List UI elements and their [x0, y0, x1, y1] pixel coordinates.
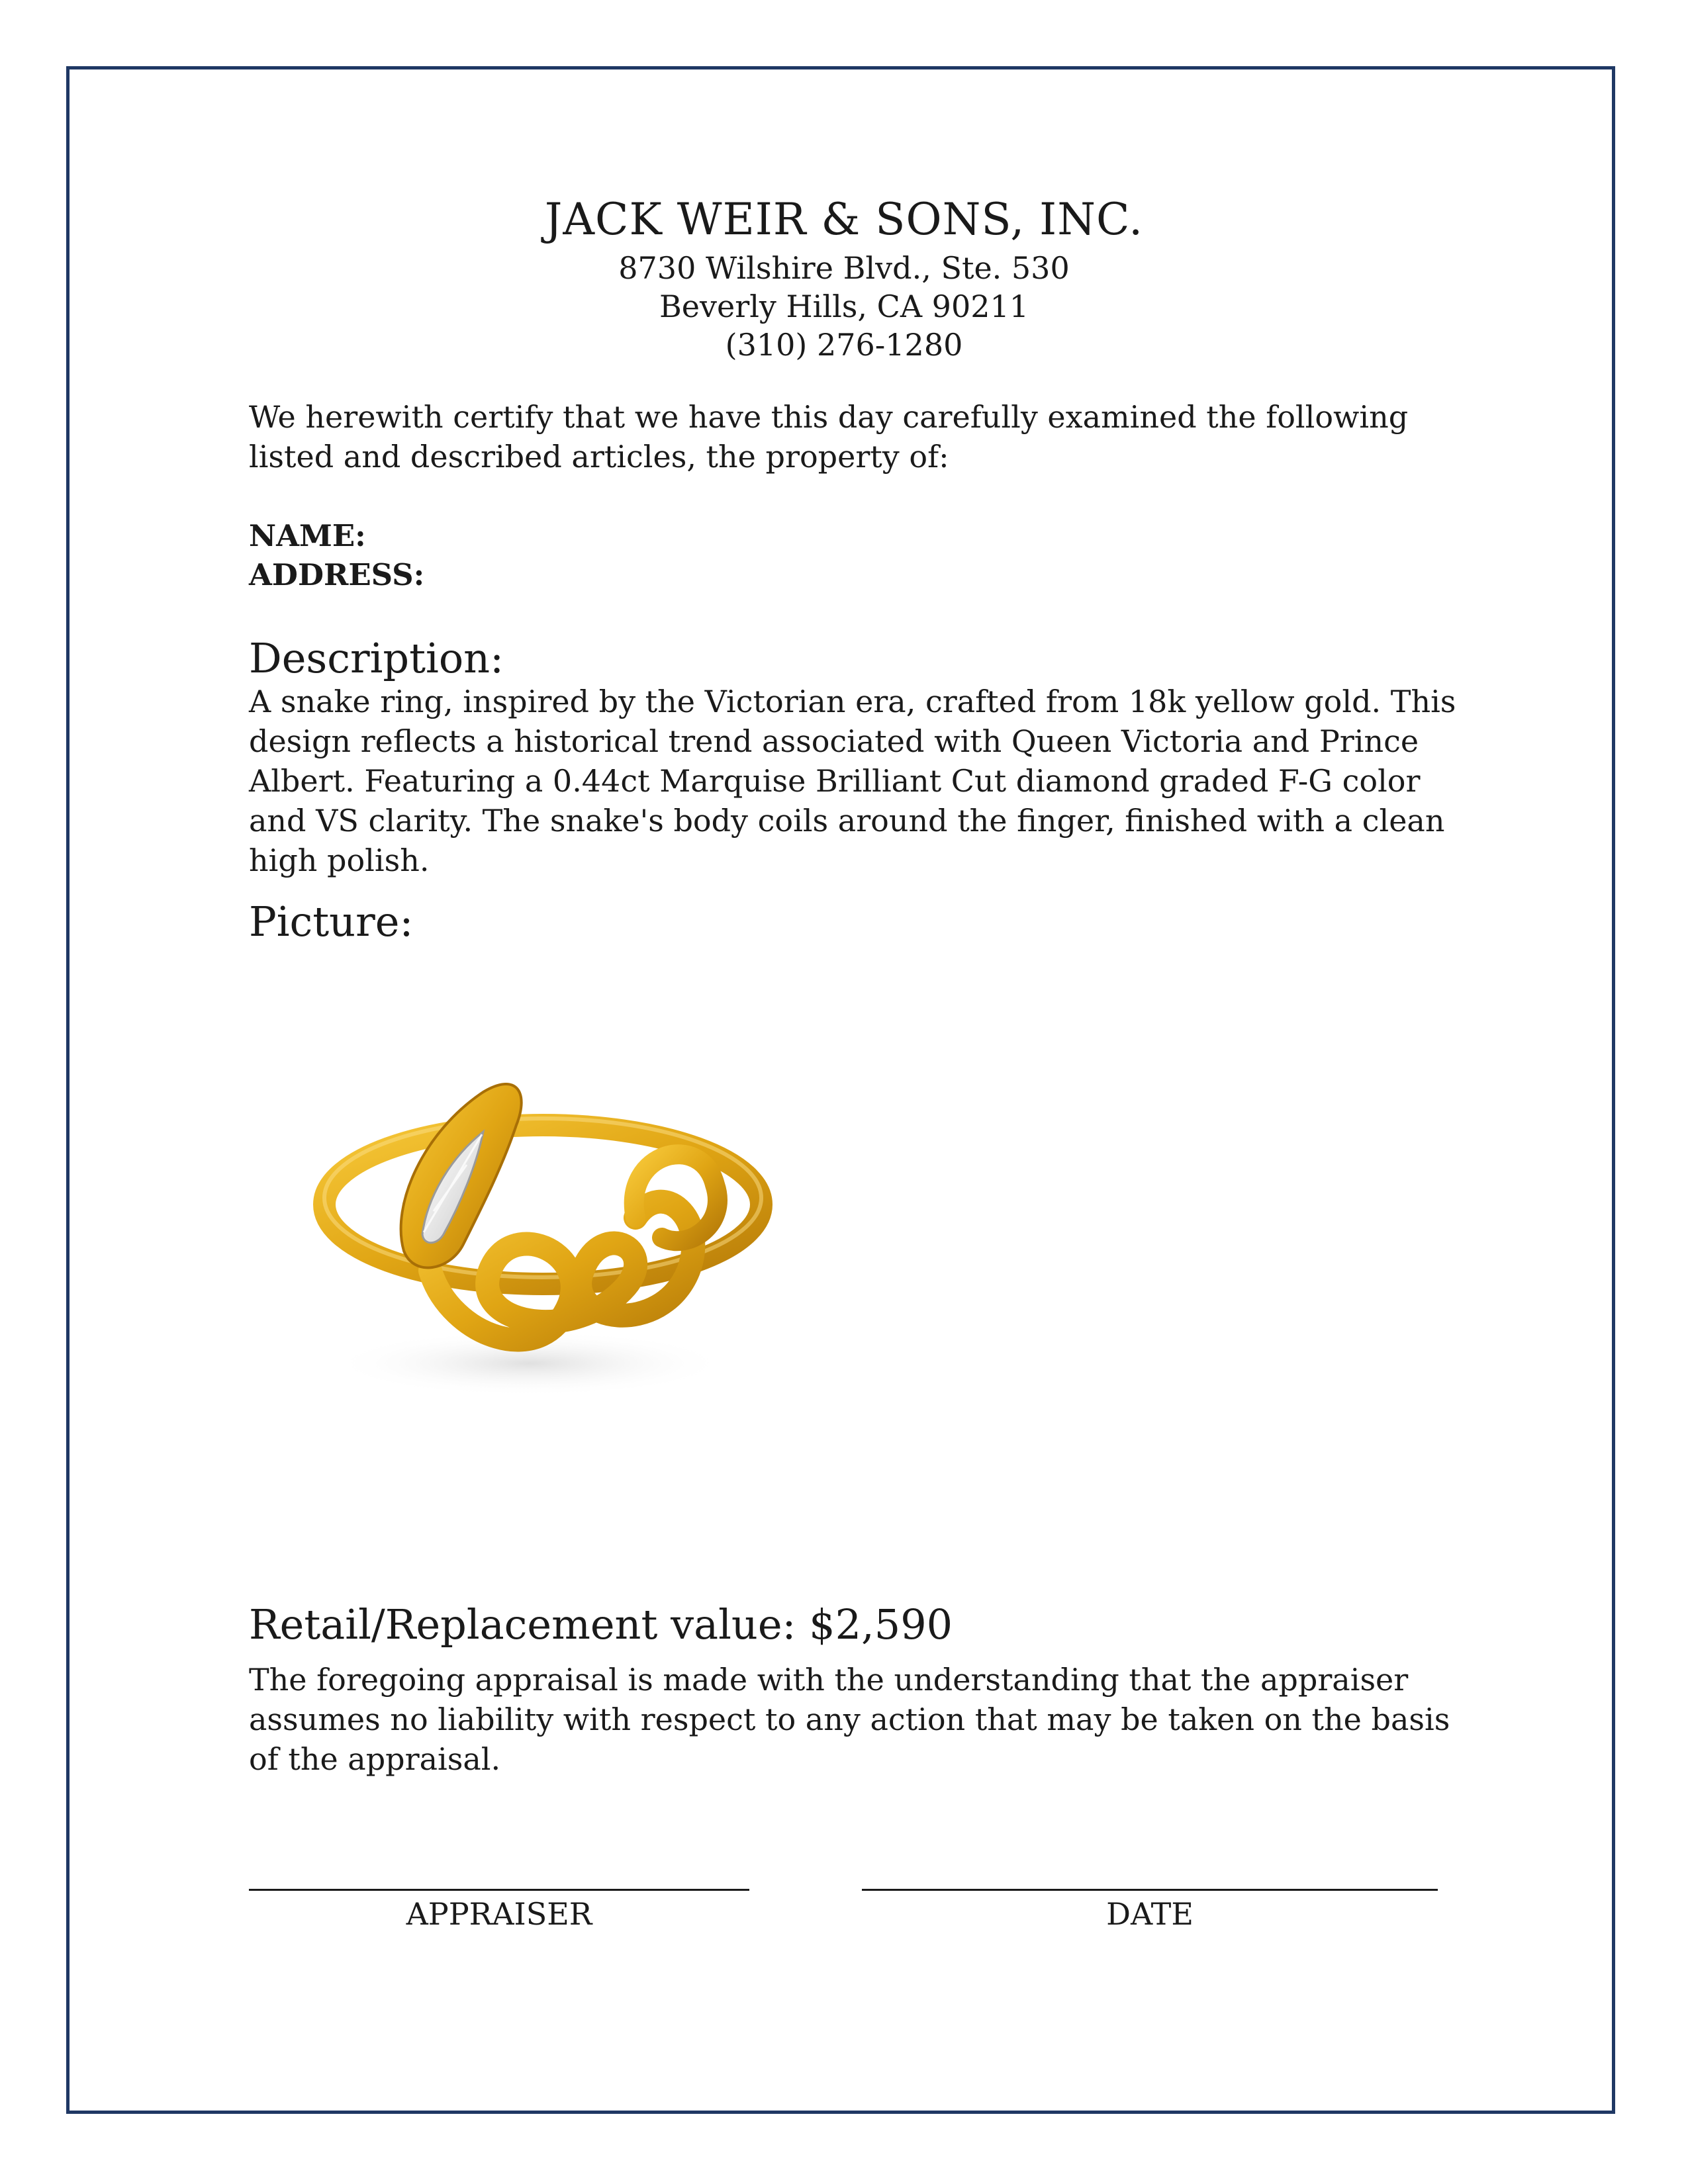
company-header: [0, 193, 1688, 364]
snake-ring-photo: [291, 1052, 794, 1423]
company-address-line1: 8730 Wilshire Blvd., Ste. 530: [618, 250, 1070, 286]
description-text: A snake ring, inspired by the Victorian era, crafted from 18k yellow gold. This design reflects a historical trend associated with Queen Victoria and Prince Albert. Featuring a 0.44ct Marquise Brilliant Cut diamond graded F-G color and VS clarity. The snake's body coils around the finger, finished with a clean high polish.: [249, 684, 1456, 878]
date-label: DATE: [1106, 1896, 1194, 1932]
appraiser-signature-line: [249, 1889, 749, 1891]
liability-disclaimer: The foregoing appraisal is made with the understanding that the appraiser assumes no liability with respect to any action that may be taken on the basis of the appraisal.: [249, 1662, 1450, 1777]
owner-fields: [249, 516, 424, 594]
owner-name-label: NAME:: [249, 518, 366, 553]
appraiser-label: APPRAISER: [406, 1896, 592, 1932]
company-name: JACK WEIR & SONS, INC.: [544, 194, 1144, 245]
picture-heading: Picture:: [249, 897, 414, 946]
company-phone: (310) 276-1280: [725, 327, 963, 363]
date-signature-line: [862, 1889, 1438, 1891]
retail-value-heading: Retail/Replacement value: $2,590: [249, 1600, 953, 1649]
owner-address-label: ADDRESS:: [249, 557, 425, 592]
company-address-line2: Beverly Hills, CA 90211: [659, 289, 1029, 324]
certification-intro: We herewith certify that we have this day carefully examined the following listed and described articles, the property of:: [249, 399, 1409, 475]
description-heading: Description:: [249, 634, 504, 682]
